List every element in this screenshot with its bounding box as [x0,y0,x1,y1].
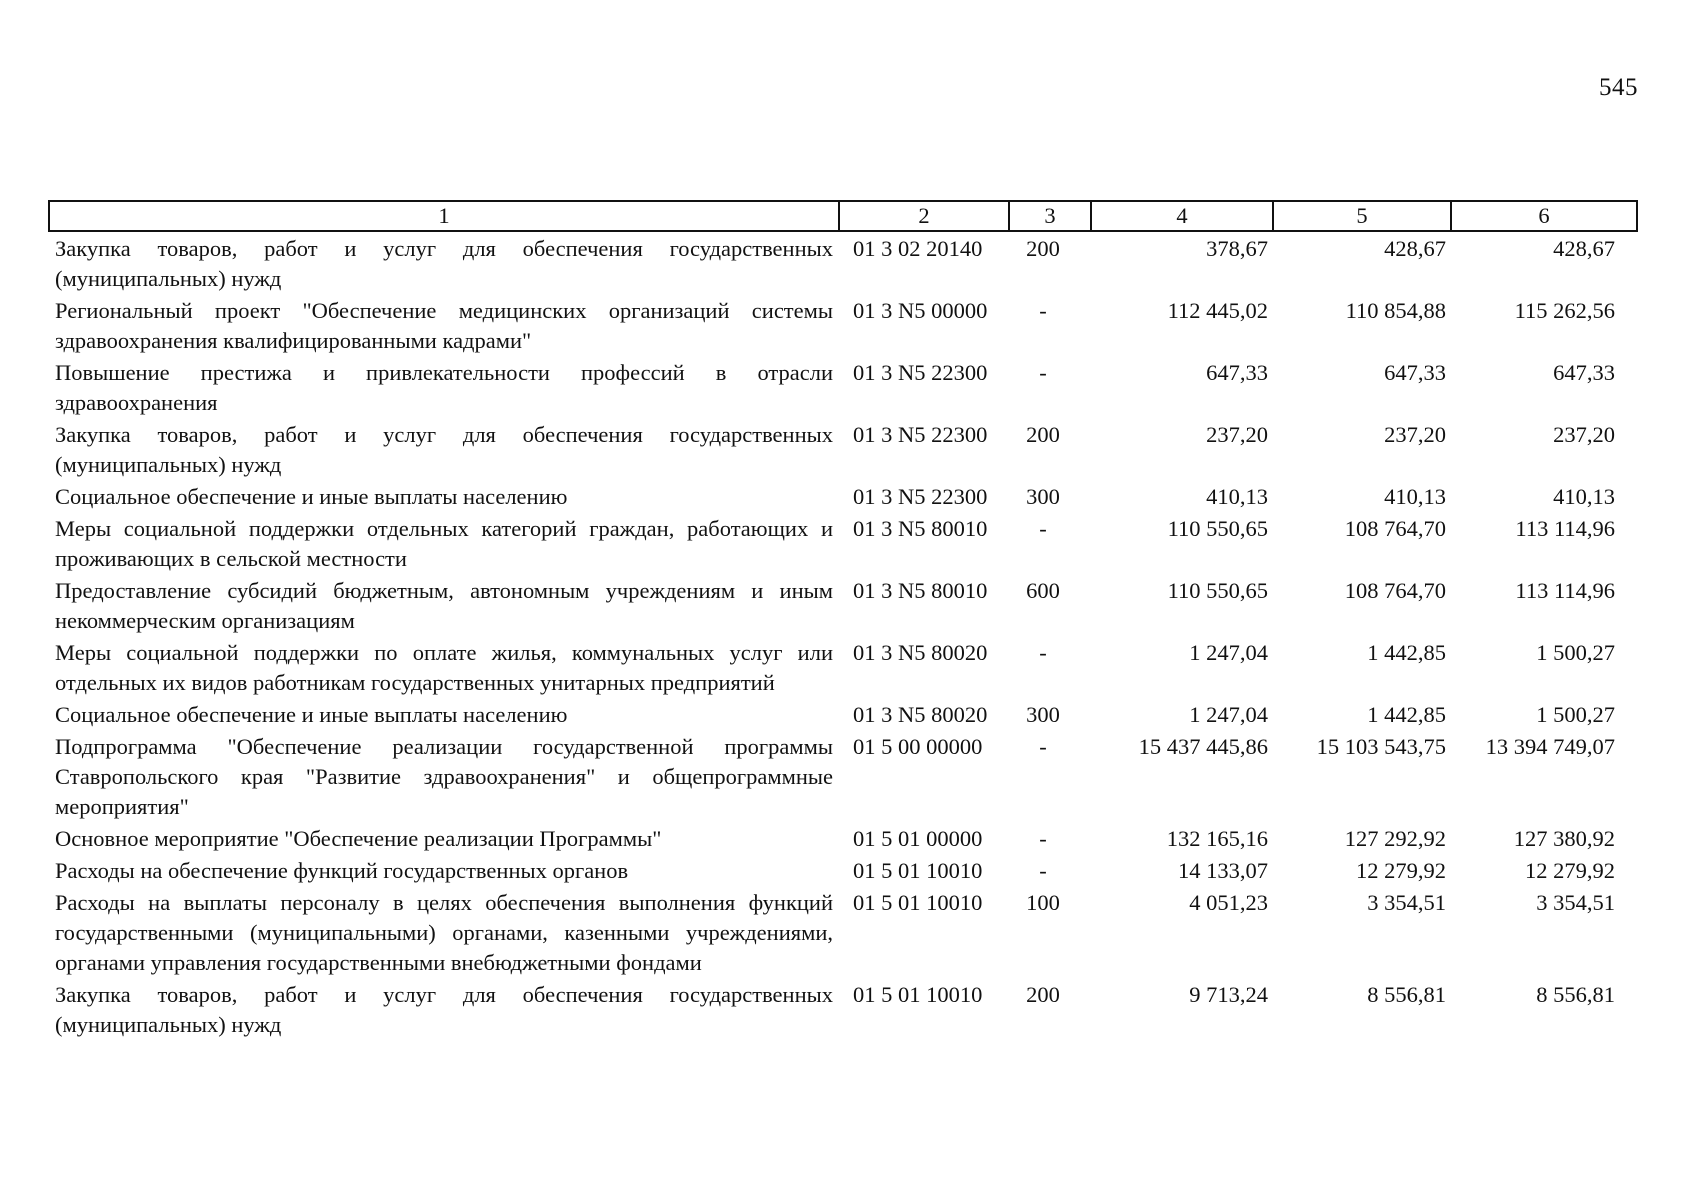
row-value-col6: 1 500,27 [1536,702,1615,727]
row-value-col4: 4 051,23 [1189,890,1268,915]
column-header: 6 [1451,201,1637,231]
row-vr-cell: - [1039,858,1047,883]
table-row [49,730,1637,822]
table-header-row [49,201,1637,231]
row-value-col5: 15 103 543,75 [1316,734,1446,759]
row-value-col6: 115 262,56 [1514,298,1615,323]
row-vr-cell: 100 [1026,890,1060,915]
row-name-cell: Социальное обеспечение и иные выплаты населению [55,484,568,509]
row-value-col6: 13 394 749,07 [1485,734,1615,759]
row-vr-cell: 200 [1026,422,1060,447]
table-row [49,574,1637,636]
row-code-cell: 01 5 01 00000 [853,826,983,851]
row-value-col4: 14 133,07 [1178,858,1268,883]
row-name-cell: Закупка товаров, работ и услуг для обеспечения государственных (муниципальных) нужд [55,236,833,291]
row-value-col4: 1 247,04 [1189,702,1268,727]
row-name-cell: Предоставление субсидий бюджетным, автономным учреждениям и иным некоммерческим организациям [55,578,833,633]
column-header: 4 [1091,201,1273,231]
row-name-cell: Закупка товаров, работ и услуг для обеспечения государственных (муниципальных) нужд [55,422,833,477]
row-name-cell: Основное мероприятие "Обеспечение реализации Программы" [55,826,662,851]
row-value-col4: 410,13 [1206,484,1268,509]
row-value-col5: 127 292,92 [1344,826,1446,851]
column-header: 3 [1009,201,1091,231]
row-value-col5: 647,33 [1384,360,1446,385]
row-value-col6: 8 556,81 [1536,982,1615,1007]
table-row [49,294,1637,356]
table-row [49,698,1637,730]
table-body [49,231,1637,1040]
row-code-cell: 01 5 01 10010 [853,858,983,883]
row-value-col5: 8 556,81 [1367,982,1446,1007]
row-code-cell: 01 3 N5 80010 [853,516,988,541]
row-value-col5: 108 764,70 [1344,516,1446,541]
row-name-cell: Региональный проект "Обеспечение медицинских организаций системы здравоохранения квалифицированными кадрами" [55,298,833,353]
row-value-col6: 113 114,96 [1515,578,1615,603]
table-row [49,418,1637,480]
row-vr-cell: - [1039,298,1047,323]
row-value-col5: 410,13 [1384,484,1446,509]
column-header: 2 [839,201,1009,231]
row-code-cell: 01 3 N5 80020 [853,702,988,727]
row-value-col4: 1 247,04 [1189,640,1268,665]
row-value-col6: 12 279,92 [1525,858,1615,883]
row-code-cell: 01 3 N5 22300 [853,484,988,509]
row-vr-cell: 200 [1026,982,1060,1007]
row-value-col6: 647,33 [1553,360,1615,385]
table-row [49,356,1637,418]
row-name-cell: Меры социальной поддержки по оплате жилья, коммунальных услуг или отдельных их видов работникам государственных унитарных предприятий [55,640,833,695]
row-code-cell: 01 5 01 10010 [853,982,983,1007]
row-code-cell: 01 5 00 00000 [853,734,983,759]
row-value-col4: 132 165,16 [1166,826,1268,851]
row-vr-cell: 600 [1026,578,1060,603]
row-value-col6: 1 500,27 [1536,640,1615,665]
row-value-col4: 9 713,24 [1189,982,1268,1007]
table-row [49,512,1637,574]
row-code-cell: 01 3 N5 00000 [853,298,988,323]
row-vr-cell: 300 [1026,484,1060,509]
row-value-col6: 410,13 [1553,484,1615,509]
row-name-cell: Расходы на выплаты персоналу в целях обеспечения выполнения функций государственными (муниципальными) органами, казенными учреждениями, органами управления государственными внебюджетными фондами [55,890,833,975]
row-value-col4: 647,33 [1206,360,1268,385]
row-vr-cell: - [1039,640,1047,665]
row-value-col5: 3 354,51 [1367,890,1446,915]
row-vr-cell: - [1039,826,1047,851]
row-vr-cell: - [1039,516,1047,541]
table-row [49,854,1637,886]
row-value-col4: 15 437 445,86 [1138,734,1268,759]
row-value-col4: 237,20 [1206,422,1268,447]
row-name-cell: Социальное обеспечение и иные выплаты населению [55,702,568,727]
row-name-cell: Закупка товаров, работ и услуг для обеспечения государственных (муниципальных) нужд [55,982,833,1037]
row-value-col4: 110 550,65 [1167,516,1268,541]
row-code-cell: 01 3 N5 80020 [853,640,988,665]
row-name-cell: Подпрограмма "Обеспечение реализации государственной программы Ставропольского края "Развитие здравоохранения" и общепрограммные мероприятия" [55,734,833,819]
row-value-col6: 237,20 [1553,422,1615,447]
row-code-cell: 01 5 01 10010 [853,890,983,915]
row-code-cell: 01 3 N5 22300 [853,360,988,385]
row-name-cell: Меры социальной поддержки отдельных категорий граждан, работающих и проживающих в сельской местности [55,516,833,571]
column-header: 5 [1273,201,1451,231]
row-value-col6: 428,67 [1553,236,1615,261]
row-value-col6: 113 114,96 [1515,516,1615,541]
row-vr-cell: 300 [1026,702,1060,727]
row-code-cell: 01 3 N5 22300 [853,422,988,447]
column-header: 1 [49,201,839,231]
row-value-col5: 108 764,70 [1344,578,1446,603]
row-value-col4: 110 550,65 [1167,578,1268,603]
table-row [49,978,1637,1040]
row-value-col5: 428,67 [1384,236,1446,261]
page-number: 545 [1599,74,1638,101]
row-value-col5: 110 854,88 [1345,298,1446,323]
row-name-cell: Расходы на обеспечение функций государственных органов [55,858,629,883]
row-value-col5: 1 442,85 [1367,702,1446,727]
row-value-col4: 112 445,02 [1167,298,1268,323]
budget-table [48,200,1638,1040]
row-code-cell: 01 3 N5 80010 [853,578,988,603]
row-value-col5: 1 442,85 [1367,640,1446,665]
table-row [49,231,1637,294]
row-value-col6: 3 354,51 [1536,890,1615,915]
row-value-col6: 127 380,92 [1513,826,1615,851]
row-name-cell: Повышение престижа и привлекательности профессий в отрасли здравоохранения [55,360,833,415]
row-value-col4: 378,67 [1206,236,1268,261]
table-row [49,886,1637,978]
row-value-col5: 12 279,92 [1356,858,1446,883]
row-code-cell: 01 3 02 20140 [853,236,983,261]
row-vr-cell: - [1039,360,1047,385]
table-row [49,822,1637,854]
row-value-col5: 237,20 [1384,422,1446,447]
table-row [49,636,1637,698]
row-vr-cell: 200 [1026,236,1060,261]
table-row [49,480,1637,512]
row-vr-cell: - [1039,734,1047,759]
